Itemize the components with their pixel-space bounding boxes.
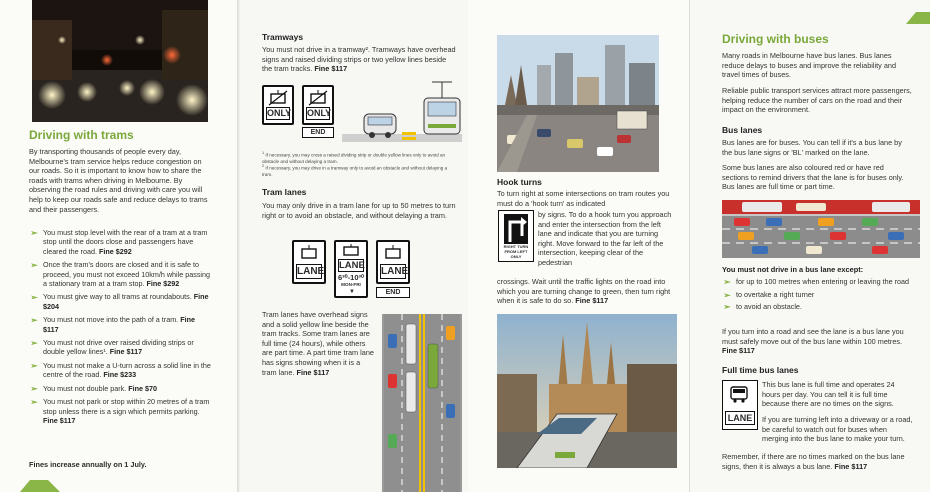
tram-lane-end-sign <box>376 240 410 284</box>
corner-accent <box>900 0 930 26</box>
heading-bus-lane-exceptions: You must not drive in a bus lane except: <box>722 265 864 274</box>
night-street-photo <box>32 0 208 122</box>
panel-driving-with-buses <box>690 0 930 492</box>
panel-tramways-and-tram-lanes <box>238 0 468 492</box>
end-plate: END <box>376 287 410 298</box>
bus-lanes-text-2: Some bus lanes are also coloured red or have red sections to remind drivers that the lane is for buses only. Bus lanes are full time or part time. <box>722 163 904 192</box>
list-item: to avoid an obstacle. <box>722 302 914 311</box>
list-item: You must not park or stop within 20 metres of a tram stop unless there is a sign which permits parking. Fine $117 <box>29 397 211 425</box>
melbourne-street-photo <box>497 35 659 172</box>
sign-label: ONLY <box>267 108 292 118</box>
full-time-text: This bus lane is full time and operates 24 hours per day. You can tell it is full time because there are no times on the signs. <box>762 380 895 409</box>
full-time-text-3: Remember, if there are no times marked on the bus lane signs, then it is always a bus lane. Fine $117 <box>722 452 905 471</box>
bus-lanes-text-3: If you turn into a road and see the lane is a bus lane you must safely move out of the bus lane within 100 metres. Fine $117 <box>722 327 904 356</box>
buses-intro-2: Reliable public transport services attract more passengers, helping reduce the number of cars on the road and their impact on the environment. <box>722 86 912 115</box>
tramways-text: You must not drive in a tramway². Tramways have overhead signs and raised dividing strips or two yellow lines beside the tram tracks. Fine $117 <box>262 45 456 74</box>
heading-full-time-bus-lanes: Full time bus lanes <box>722 365 799 375</box>
end-plate: END <box>302 127 334 138</box>
tram-lanes-text: You may only drive in a tram lane for up to 50 metres to turn right or to avoid an obstacle, and without delaying a tram. <box>262 201 456 220</box>
tram-icon <box>341 244 361 258</box>
sign-time: 6³⁰-10³⁰ <box>337 273 365 282</box>
list-item: You must not make a U-turn across a solid line in the centre of the road. Fine $233 <box>29 361 211 380</box>
footnote-1: $^1$ If necessary, you may cross a raised dividing strip or double yellow lines only to avoid an obstacle and without delaying a tram. <box>262 151 446 164</box>
sign-label: LANE <box>725 411 755 425</box>
footnote-2: $^2$ If necessary, you may drive in a tramway only to avoid an obstacle and without delaying a tram. <box>262 164 448 177</box>
list-item: Once the tram's doors are closed and it is safe to proceed, you must not exceed 10km/h while passing a stationary tram at a tram stop. Fine $292 <box>29 260 211 288</box>
tram-icon <box>268 90 288 106</box>
cathedral-tram-photo <box>497 314 677 468</box>
tram-lanes-text-2: Tram lanes have overhead signs and a solid yellow line beside the tram tracks. Some tram lanes are full time (24 hours), while others are part time. A part time tram lane has signs showing when it is a tram lane. Fine $117 <box>262 310 374 377</box>
sign-label: LANE <box>339 260 365 271</box>
intro-text: By transporting thousands of people every day, Melbourne's tram service helps reduce congestion on our roads. So it is important to know how to share the roads with trams when driving in Melbourne. By observing the road rules and driving with care you will help to keep our roads safe and reduce delays to trams and their passengers. <box>29 147 208 214</box>
tram-icon <box>308 90 328 106</box>
corner-accent <box>0 478 60 492</box>
heading-bus-lanes: Bus lanes <box>722 125 763 135</box>
heading-tram-lanes: Tram lanes <box>262 187 307 197</box>
heading-tramways: Tramways <box>262 32 304 42</box>
hook-turn-sign <box>498 210 534 262</box>
panel-hook-turns <box>468 0 690 492</box>
list-item: You must not move into the path of a tram. Fine $117 <box>29 315 211 334</box>
buses-intro: Many roads in Melbourne have bus lanes. Bus lanes reduce delays to buses and improve the reliability and travel times of buses. <box>722 51 897 80</box>
full-time-text-2a: If you are turning left into a driveway or a road, be careful to watch out for buses when merging into the bus lane to make your turn. <box>762 415 913 444</box>
hook-turn-arrow-icon <box>504 214 528 244</box>
sign-label: LANE <box>297 266 325 277</box>
hook-text-a: To turn right at some intersections on tram routes you must do a 'hook turn' as indicated <box>497 189 670 208</box>
list-item: to overtake a right turner <box>722 290 914 299</box>
heading-driving-with-trams: Driving with trams <box>29 128 134 142</box>
panel-driving-with-trams <box>0 0 238 492</box>
tramway-illustration <box>342 80 462 142</box>
bus-lanes-text: Bus lanes are for buses. You can tell if it's a bus lane by the bus lane signs or 'BL' marked on the lane. <box>722 138 902 157</box>
hook-text-b: by signs. To do a hook turn you approach and enter the intersection from the left lane and indicate that you are turning right. Move forward to the far left of the intersection, keeping clear of the pedestrian <box>538 210 672 267</box>
list-item: You must stop level with the rear of a tram at a tram stop until the doors close and passengers have cleared the road. Fine $292 <box>29 228 211 256</box>
list-item: You must not drive over raised dividing strips or double yellow lines¹. Fine $117 <box>29 338 211 357</box>
sign-days: MON-FRI <box>341 282 361 287</box>
bus-icon <box>729 385 749 403</box>
sign-label: RIGHT TURN FROM LEFT ONLY <box>503 244 529 259</box>
bus-lane-road-diagram <box>722 200 920 258</box>
list-item: You must not double park. Fine $70 <box>29 384 211 393</box>
bus-lane-sign <box>722 380 758 430</box>
hook-text-c: crossings. Wait until the traffic lights on the road into which you are turning change to green, then turn right when it is safe to do so. Fine $117 <box>497 277 671 306</box>
tram-icon <box>383 245 403 261</box>
tramway-only-end-sign <box>302 85 334 125</box>
fines-footer: Fines increase annually on 1 July. <box>29 460 147 469</box>
list-item: for up to 100 metres when entering or leaving the road <box>722 277 914 286</box>
sign-label: ONLY <box>307 108 332 118</box>
heading-driving-with-buses: Driving with buses <box>722 32 829 46</box>
bus-lane-exceptions-list <box>722 277 914 315</box>
tram-lane-road-diagram <box>382 314 462 492</box>
page-fold <box>237 0 240 492</box>
list-item: You must give way to all trams at roundabouts. Fine $204 <box>29 292 211 311</box>
sign-label: LANE <box>381 266 409 277</box>
tram-icon <box>299 245 319 261</box>
tramway-only-sign <box>262 85 294 125</box>
tram-lane-sign <box>292 240 326 284</box>
part-time-tram-lane-sign <box>334 240 368 298</box>
tram-rules-list <box>29 228 211 429</box>
arrow-down-icon: ▼ <box>349 289 355 295</box>
heading-hook-turns: Hook turns <box>497 177 542 187</box>
